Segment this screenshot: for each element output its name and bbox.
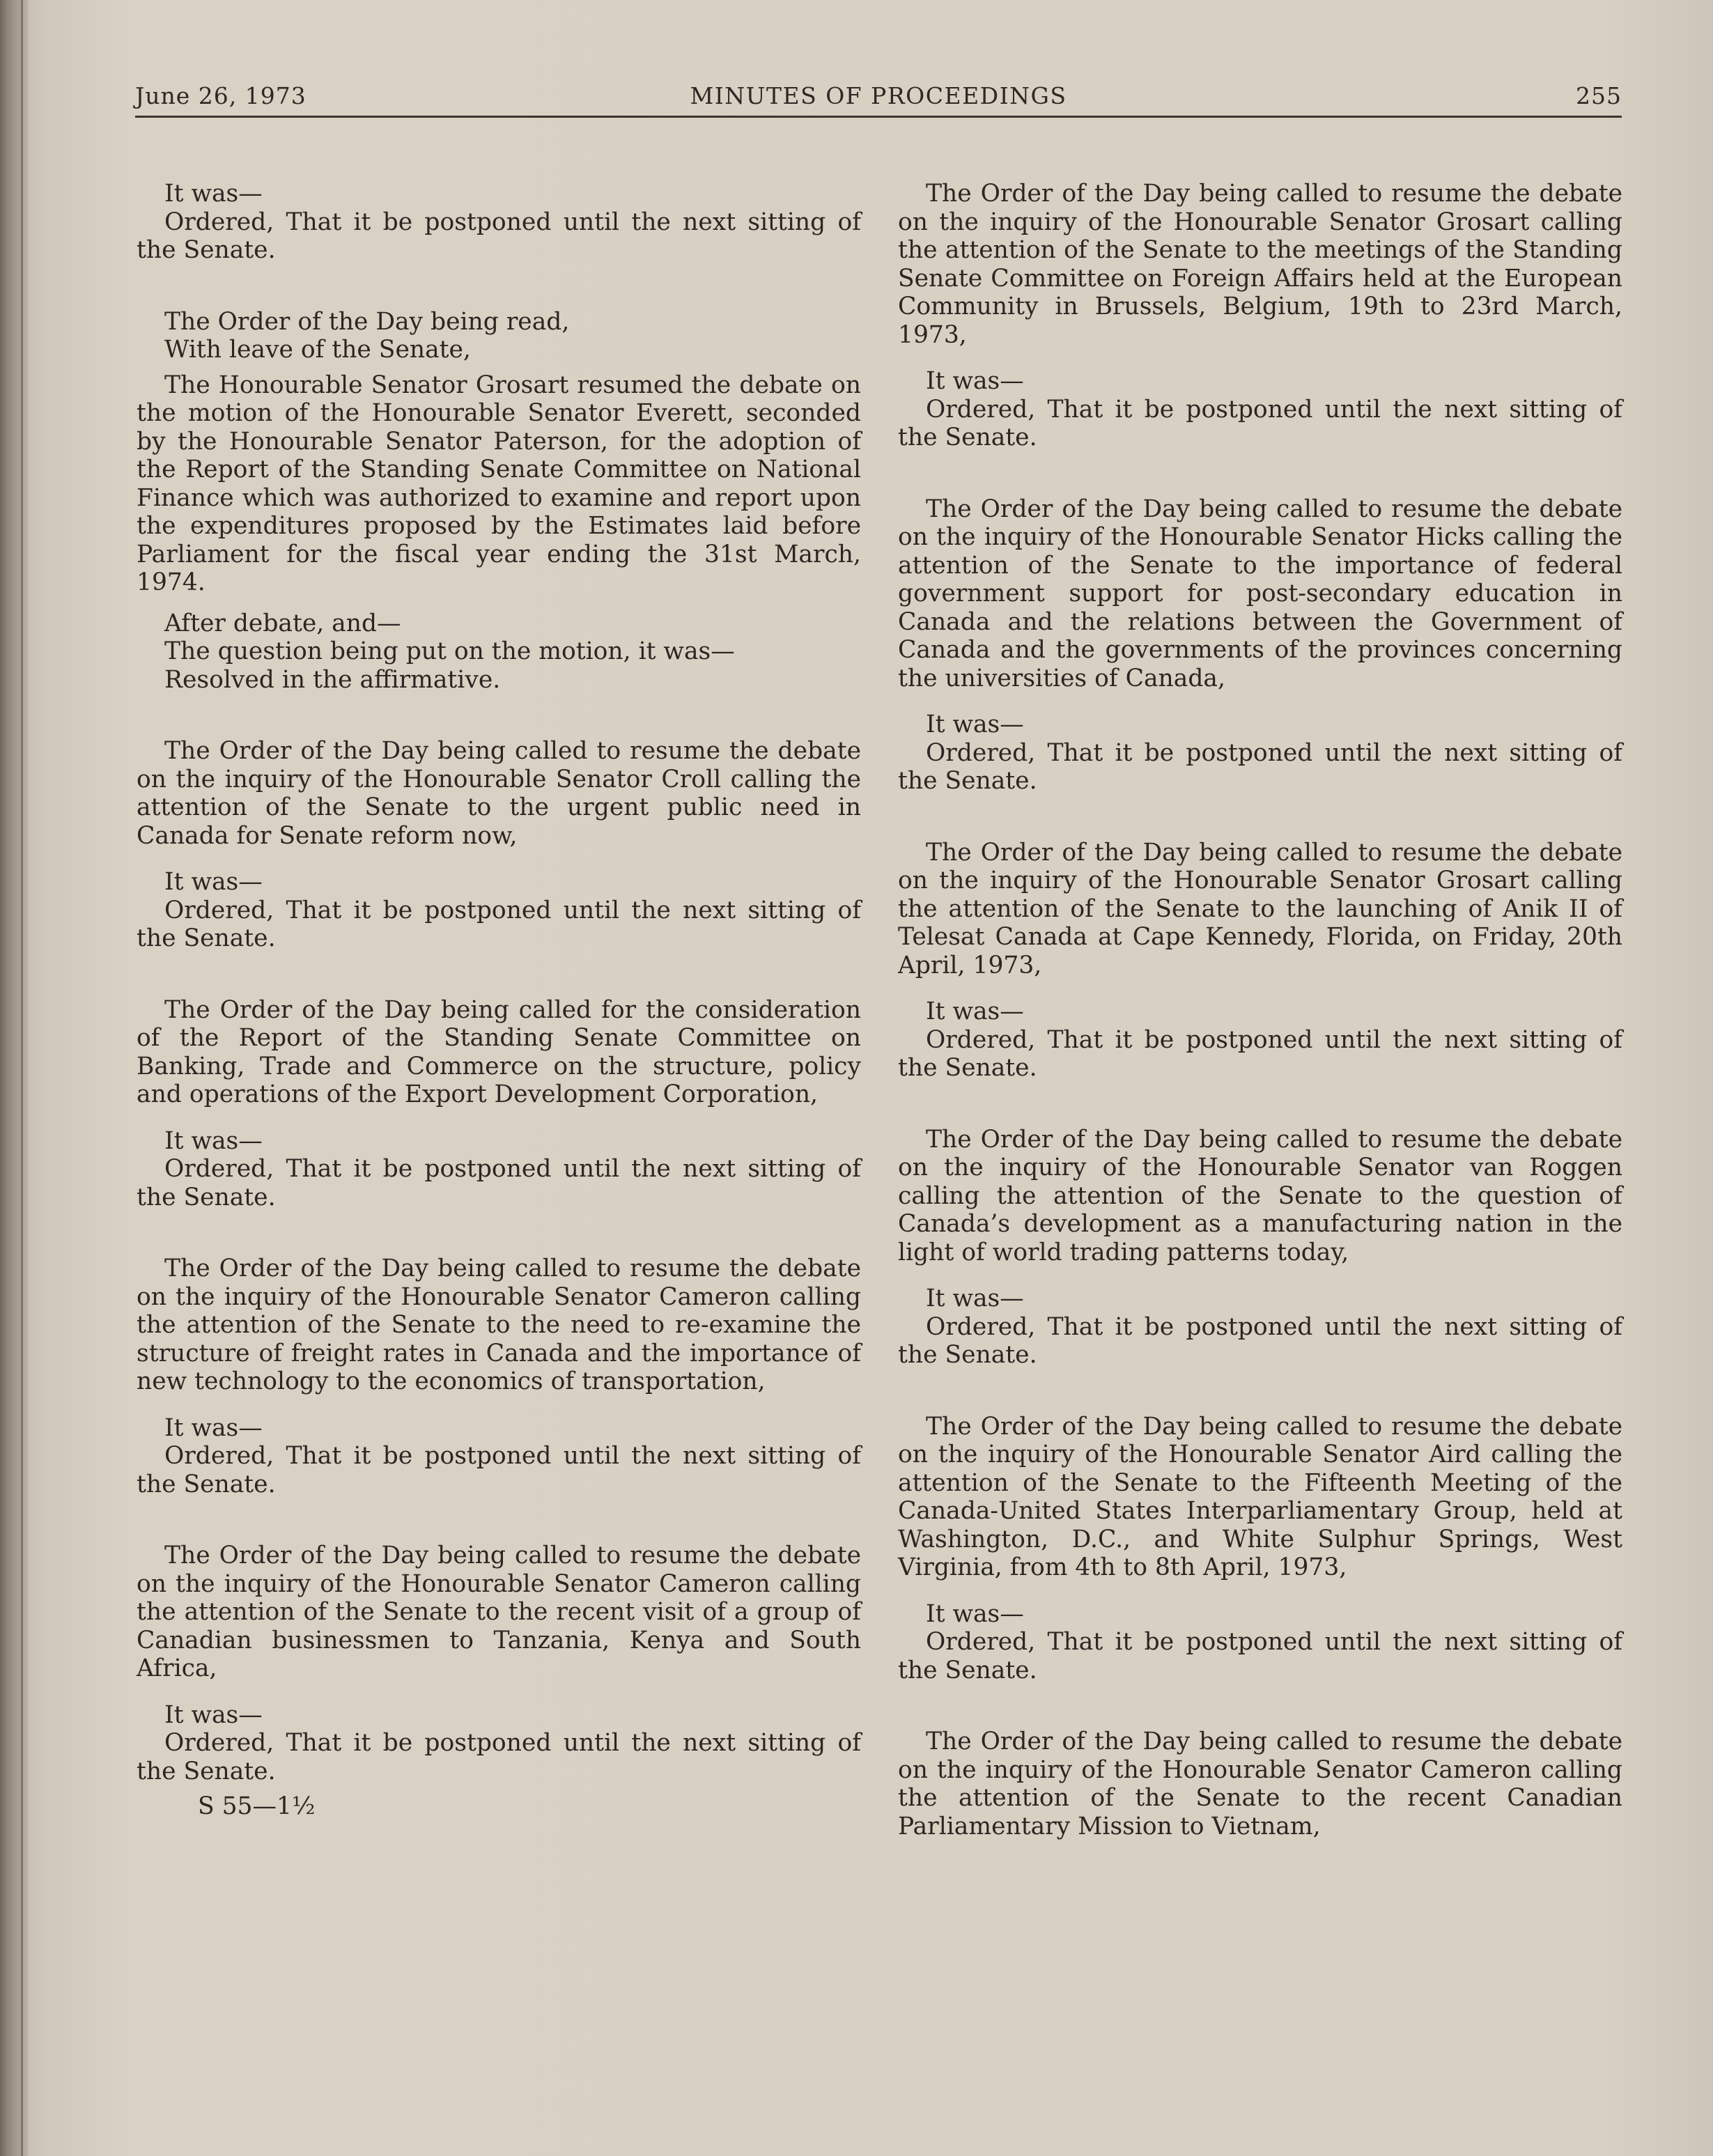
ordered-postponed: Ordered, That it be postponed until the next sitting of the Senate. bbox=[137, 1442, 861, 1498]
order-read: The Order of the Day being read, bbox=[164, 307, 570, 336]
question-put: The question being put on the motion, it was— bbox=[164, 637, 735, 665]
after-debate: After debate, and— bbox=[164, 609, 401, 637]
ordered-postponed: Ordered, That it be postponed until the next sitting of the Senate. bbox=[898, 738, 1622, 795]
it-was-line: It was— bbox=[164, 1126, 263, 1155]
with-leave: With leave of the Senate, bbox=[164, 336, 471, 364]
ordered-postponed: Ordered, That it be postponed until the next sitting of the Senate. bbox=[898, 1628, 1622, 1684]
it-was-line: It was— bbox=[164, 868, 263, 896]
ordered-postponed: Ordered, That it be postponed until the next sitting of the Senate. bbox=[898, 1312, 1622, 1369]
it-was-line: It was— bbox=[926, 1599, 1024, 1628]
ordered-postponed: Ordered, That it be postponed until the next sitting of the Senate. bbox=[898, 1025, 1622, 1082]
it-was-line: It was— bbox=[926, 711, 1024, 738]
ordered-postponed: Ordered, That it be postponed until the next sitting of the Senate. bbox=[137, 208, 861, 264]
it-was-line: It was— bbox=[926, 998, 1024, 1025]
signature-mark: S 55—1½ bbox=[198, 1792, 316, 1820]
order-hicks-education: The Order of the Day being called to resume the debate on the inquiry of the Honourable Senator Hicks calling the attention of the Senate to the importance of federal government support for post-secondary education in Canada and the relations between the Government of Canada and the governments of the provinces concerning the universities of Canada, bbox=[898, 495, 1622, 692]
order-croll-inquiry: The Order of the Day being called to resume the debate on the inquiry of the Honourable Senator Croll calling the attention of the Senate to the urgent public need in Canada for Senate reform now, bbox=[137, 737, 861, 850]
it-was-line: It was— bbox=[164, 1413, 263, 1442]
it-was-line: It was— bbox=[164, 1700, 263, 1729]
header-title: MINUTES OF PROCEEDINGS bbox=[690, 82, 1067, 109]
order-export-development-report: The Order of the Day being called for the consideration of the Report of the Standing Senate Committee on Banking, Trade and Commerce on the structure, policy and operations of the Export Development Corporation, bbox=[137, 995, 861, 1108]
ordered-postponed: Ordered, That it be postponed until the next sitting of the Senate. bbox=[137, 1155, 861, 1211]
grosart-resumed-debate: The Honourable Senator Grosart resumed the debate on the motion of the Honourable Senator Everett, seconded by the Honourable Senator Paterson, for the adoption of the Report of the Standing Senate Committee on National Finance which was authorized to examine and report upon the expenditures proposed by the Estimates laid before Parliament for the fiscal year ending the 31st March, 1974. bbox=[137, 371, 861, 596]
it-was-line: It was— bbox=[164, 180, 263, 208]
order-cameron-freight-rates: The Order of the Day being called to resume the debate on the inquiry of the Honourable Senator Cameron calling the attention of the Senate to the need to re-examine the structure of freight rates in Canada and the importance of new technology to the economics of transportation, bbox=[137, 1255, 861, 1395]
binding-line bbox=[21, 0, 23, 2156]
running-header bbox=[135, 82, 1622, 120]
header-date: June 26, 1973 bbox=[135, 82, 307, 109]
order-cameron-africa-visit: The Order of the Day being called to resume the debate on the inquiry of the Honourable Senator Cameron calling the attention of the Senate to the recent visit of a group of Canadian businessmen to Tanzania, Kenya and South Africa, bbox=[137, 1542, 861, 1682]
ordered-postponed: Ordered, That it be postponed until the next sitting of the Senate. bbox=[898, 395, 1622, 451]
order-cameron-vietnam: The Order of the Day being called to resume the debate on the inquiry of the Honourable Senator Cameron calling the attention of the Senate to the recent Canadian Parliamentary Mission to Vietnam, bbox=[898, 1728, 1622, 1840]
ordered-postponed: Ordered, That it be postponed until the next sitting of the Senate. bbox=[137, 1729, 861, 1785]
header-rule bbox=[135, 116, 1622, 118]
book-binding-edge bbox=[0, 0, 28, 2156]
order-aird-interparliamentary: The Order of the Day being called to resume the debate on the inquiry of the Honourable Senator Aird calling the attention of the Senate to the Fifteenth Meeting of the Canada-United States Interparliamentary Group, held at Washington, D.C., and White Sulphur Springs, West Virginia, from 4th to 8th April, 1973, bbox=[898, 1412, 1622, 1581]
ordered-postponed: Ordered, That it be postponed until the next sitting of the Senate. bbox=[137, 896, 861, 952]
right-column bbox=[898, 180, 1622, 1840]
order-grosart-anik: The Order of the Day being called to resume the debate on the inquiry of the Honourable Senator Grosart calling the attention of the Senate to the launching of Anik II of Telesat Canada at Cape Kennedy, Florida, on Friday, 20th April, 1973, bbox=[898, 838, 1622, 979]
page-number: 255 bbox=[1576, 82, 1622, 109]
order-grosart-foreign-affairs: The Order of the Day being called to resume the debate on the inquiry of the Honourable Senator Grosart calling the attention of the Senate to the meetings of the Standing Senate Committee on Foreign Affairs held at the European Community in Brussels, Belgium, 19th to 23rd March, 1973, bbox=[898, 180, 1622, 349]
it-was-line: It was— bbox=[926, 1285, 1024, 1312]
it-was-line: It was— bbox=[926, 367, 1024, 395]
left-column bbox=[137, 180, 861, 1821]
order-van-roggen-manufacturing: The Order of the Day being called to resume the debate on the inquiry of the Honourable Senator van Roggen calling the attention of the Senate to the question of Canada’s development as a manufacturing nation in the light of world trading patterns today, bbox=[898, 1125, 1622, 1266]
resolved-affirmative: Resolved in the affirmative. bbox=[164, 665, 501, 694]
